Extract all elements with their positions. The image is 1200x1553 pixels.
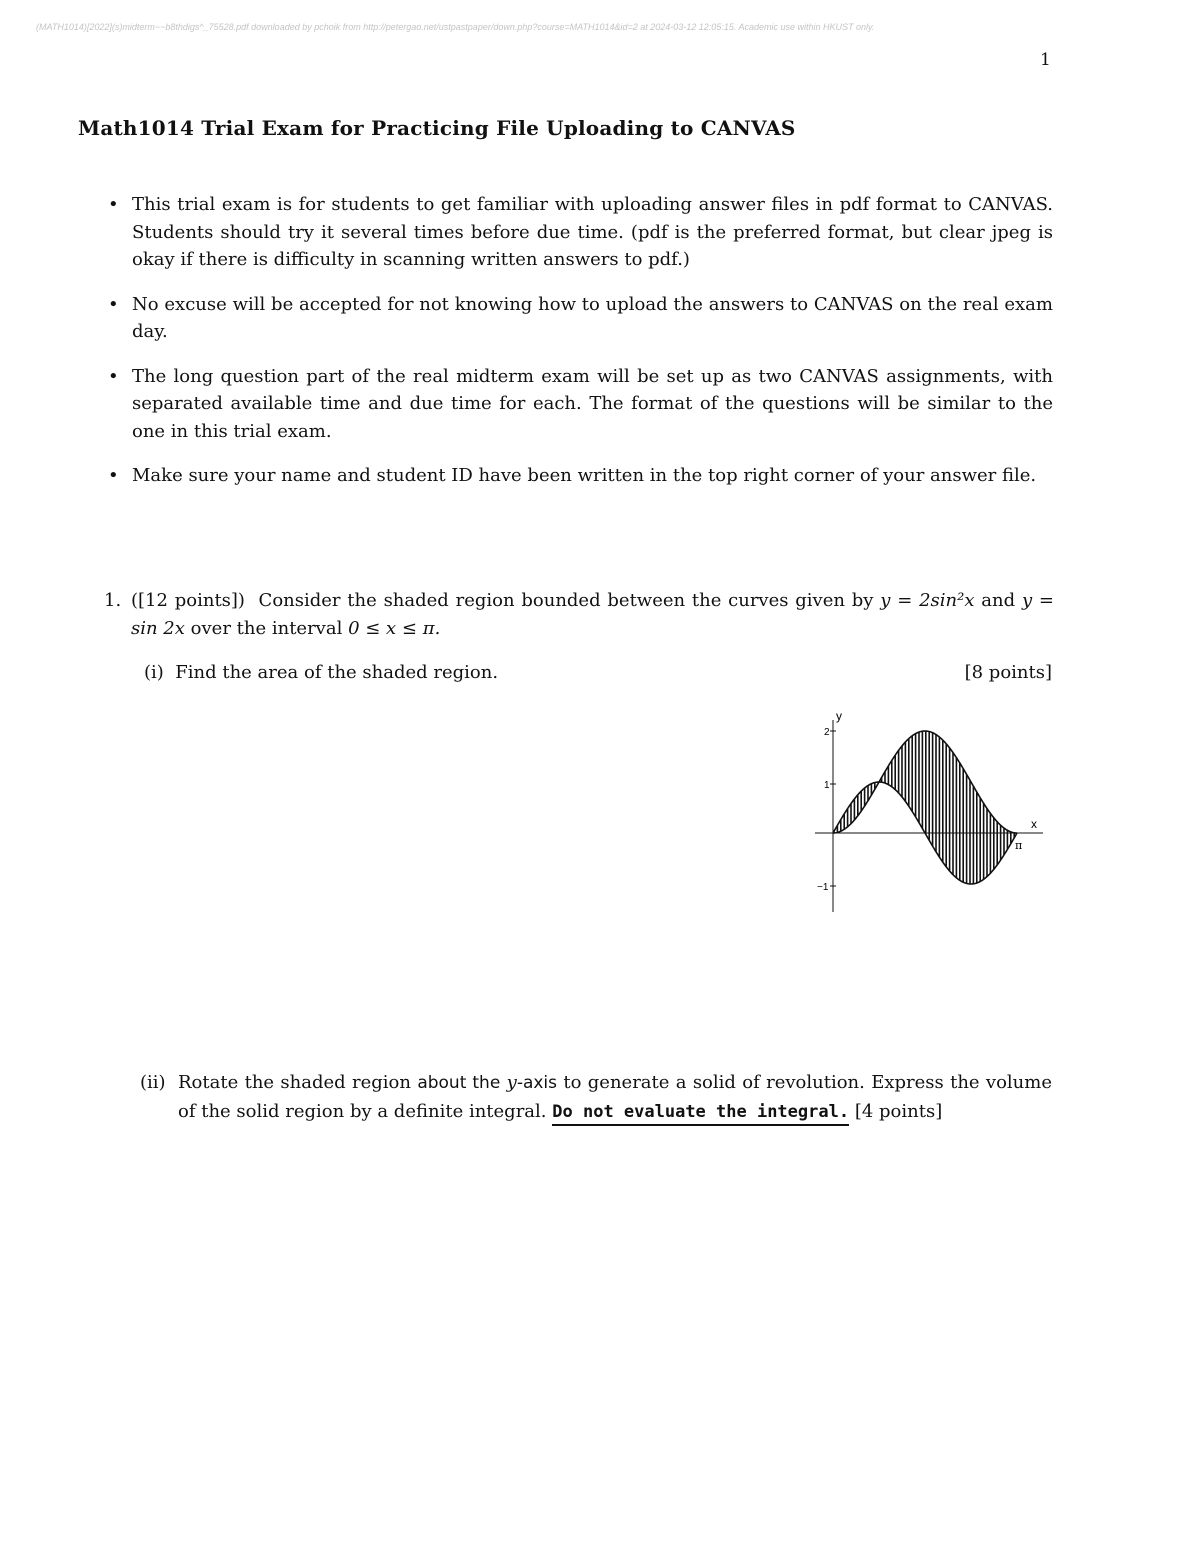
part-ii-label: (ii) [140, 1072, 166, 1093]
instruction-item: • The long question part of the real midterm exam will be set up as two CANVAS assignments, with separated available time and due time for each. The format of the questions will be similar to the one in this trial exam. [108, 363, 1053, 446]
axis-variable: y [506, 1072, 517, 1093]
y-tick-label-1: 1 [824, 780, 830, 791]
download-watermark: (MATH1014)[2022](s)midterm~~b8thdigs^_75528.pdf downloaded by pchoik from http://petergao.net/ustpastpaper/down.php?course=MATH1014&id=2 at 2024-03-12 12:05:15. Academic use within HKUST only. [36, 22, 875, 32]
part-i-label: (i) [144, 662, 164, 683]
pi-label: π [1015, 839, 1023, 852]
instruction-item: • No excuse will be accepted for not knowing how to upload the answers to CANVAS on the real exam day. [108, 291, 1053, 346]
interval-formula: 0 ≤ x ≤ π. [348, 617, 441, 639]
question-text-a: Consider the shaded region bounded between the curves given by [258, 590, 874, 611]
question-text-c: over the interval [190, 617, 343, 639]
exam-title: Math1014 Trial Exam for Practicing File Uploading to CANVAS [78, 116, 796, 140]
part-i [144, 659, 1052, 687]
do-not-evaluate-notice: Do not evaluate the integral. [552, 1102, 849, 1126]
y-tick-label-2: 2 [824, 727, 830, 738]
question-points: ([12 points]) [131, 590, 245, 611]
part-ii-about: about the [417, 1073, 501, 1093]
part-ii-text [140, 1069, 1052, 1126]
y-axis-label: y [836, 709, 842, 723]
shaded-region-graph [805, 700, 1050, 915]
axis-word: -axis [516, 1073, 558, 1093]
part-ii-points: [4 points] [854, 1100, 943, 1122]
part-i-points: [8 points] [964, 662, 1052, 683]
question-text-b: and [981, 590, 1016, 611]
part-ii-text-a: Rotate the shaded region [178, 1072, 411, 1093]
part-i-text: Find the area of the shaded region. [175, 662, 499, 683]
question-number: 1. [104, 590, 122, 611]
page-number: 1 [1040, 50, 1051, 70]
instruction-item: • This trial exam is for students to get familiar with uploading answer files in pdf format to CANVAS. Students should try it several times before due time. (pdf is the preferred format, but clear jpeg is okay if there is difficulty in scanning written answers to pdf.) [108, 191, 1053, 274]
question-1 [104, 587, 1054, 642]
question-1-text [104, 587, 1054, 642]
y-tick-label-minus-1: −1 [817, 882, 829, 893]
curve-2-formula: y = sin 2x [131, 590, 1054, 639]
x-axis-label: x [1031, 817, 1037, 831]
instructions-list [108, 191, 1053, 490]
instruction-item: • Make sure your name and student ID have been written in the top right corner of your answer file. [108, 462, 1053, 490]
curve-1-formula: y = 2sin²x [880, 590, 975, 611]
part-ii-text-b: to generate a solid of revolution. Express the volume of the solid region by a definite integral. [178, 1072, 1052, 1122]
part-ii [140, 1069, 1052, 1126]
